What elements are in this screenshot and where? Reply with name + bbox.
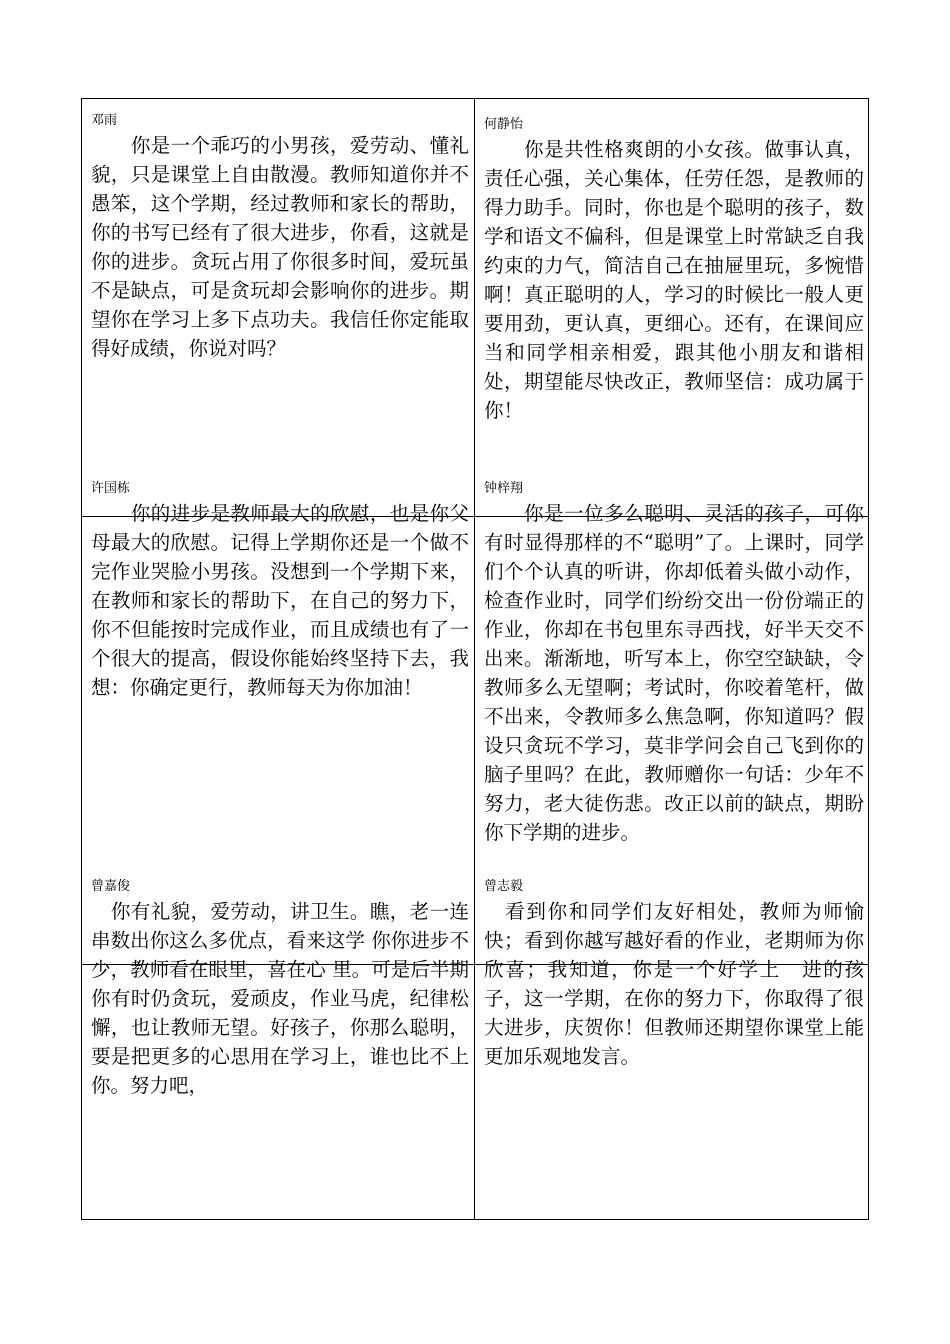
teacher-comment: 你是一个乖巧的小男孩，爱劳动、懂礼貌，只是课堂上自由散漫。教师知道你并不愚笨，这个学期，经过教师和家长的帮助，你的书写已经有了很大进步，你看，这就是你的进步。贪玩占用了你很多时间，爱玩虽不是缺点，可是贪玩却会影响你的进步。期望你在学习上多下点功夫。我信任你定能取得好成绩，你说对吗？ [91,134,469,360]
teacher-comment: 你的进步是教师最大的欣慰，也是你父母最大的欣慰。记得上学期你还是一个做不完作业哭脸小男孩。没想到一个学期下来，在教师和家长的帮助下，在自己的努力下，你不但能按时完成作业，而且成绩也有了一个很大的提高，假设你能始终坚持下去，我想：你确定更行，教师每天为你加油！ [91,502,469,699]
student-card-zeng-zhiyi [484,879,864,1071]
teacher-comment: 看到你和同学们友好相处，教师为师愉快；看到你越写越好看的作业，老期师为你欣喜；我知道，你是一个好学上 进的孩子，这一学期，在你的努力下，你取得了很大进步，庆贺你！但教师还期望你课堂上能更加乐观地发言。 [484,900,864,1068]
student-name: 钟梓翔 [484,481,524,496]
student-name: 许国栋 [91,481,131,496]
student-card-zeng-jiajun [91,879,469,1100]
student-name: 何静怡 [484,117,524,132]
teacher-comment: 你有礼貌，爱劳动，讲卫生。瞧，老一连串数出你这么多优点，看来这学 你你进步不少，教师看在眼里，喜在心 里。可是后半期你有时仍贪玩，爱顽皮，作业马虎，纪律松懈，也让教师无望。好孩子，你那么聪明，要是把更多的心思用在学习上，谁也比不上你。努力吧， [91,900,469,1097]
student-name: 曾志毅 [484,879,524,894]
student-name: 曾嘉俊 [91,879,131,894]
student-card-zhong-zixiang [484,481,864,847]
column-divider [474,98,475,1220]
student-card-he-jingyi [484,117,864,425]
teacher-comment: 你是一位多么聪明、灵活的孩子，可你有时显得那样的不“聪明”了。上课时，同学们个个认真的听讲，你却低着头做小动作，检查作业时，同学们纷纷交出一份份端正的作业，你却在书包里东寻西找，好半天交不出来。渐渐地，听写本上，你空空缺缺，令教师多么无望啊；考试时，你咬着笔杆，做不出来，令教师多么焦急啊，你知道吗？假设只贪玩不学习，莫非学问会自己飞到你的脑子里吗？在此，教师赠你一句话：少年不努力，老大徒伤悲。改正以前的缺点，期盼你下学期的进步。 [484,502,864,844]
student-name: 邓雨 [91,113,118,128]
teacher-comment: 你是共性格爽朗的小女孩。做事认真，责任心强，关心集体，任劳任怨，是教师的得力助手。同时，你也是个聪明的孩子，数学和语文不偏科，但是课堂上时常缺乏自我约束的力气，简洁自己在抽屉里玩，多惋惜啊！真正聪明的人，学习的时候比一般人更要用劲，更认真，更细心。还有，在课间应当和同学相亲相爱，跟其他小朋友和谐相处，期望能尽快改正，教师坚信：成功属于你！ [484,138,864,422]
student-card-deng-yu [91,113,469,363]
student-card-xu-guodong [91,481,469,702]
